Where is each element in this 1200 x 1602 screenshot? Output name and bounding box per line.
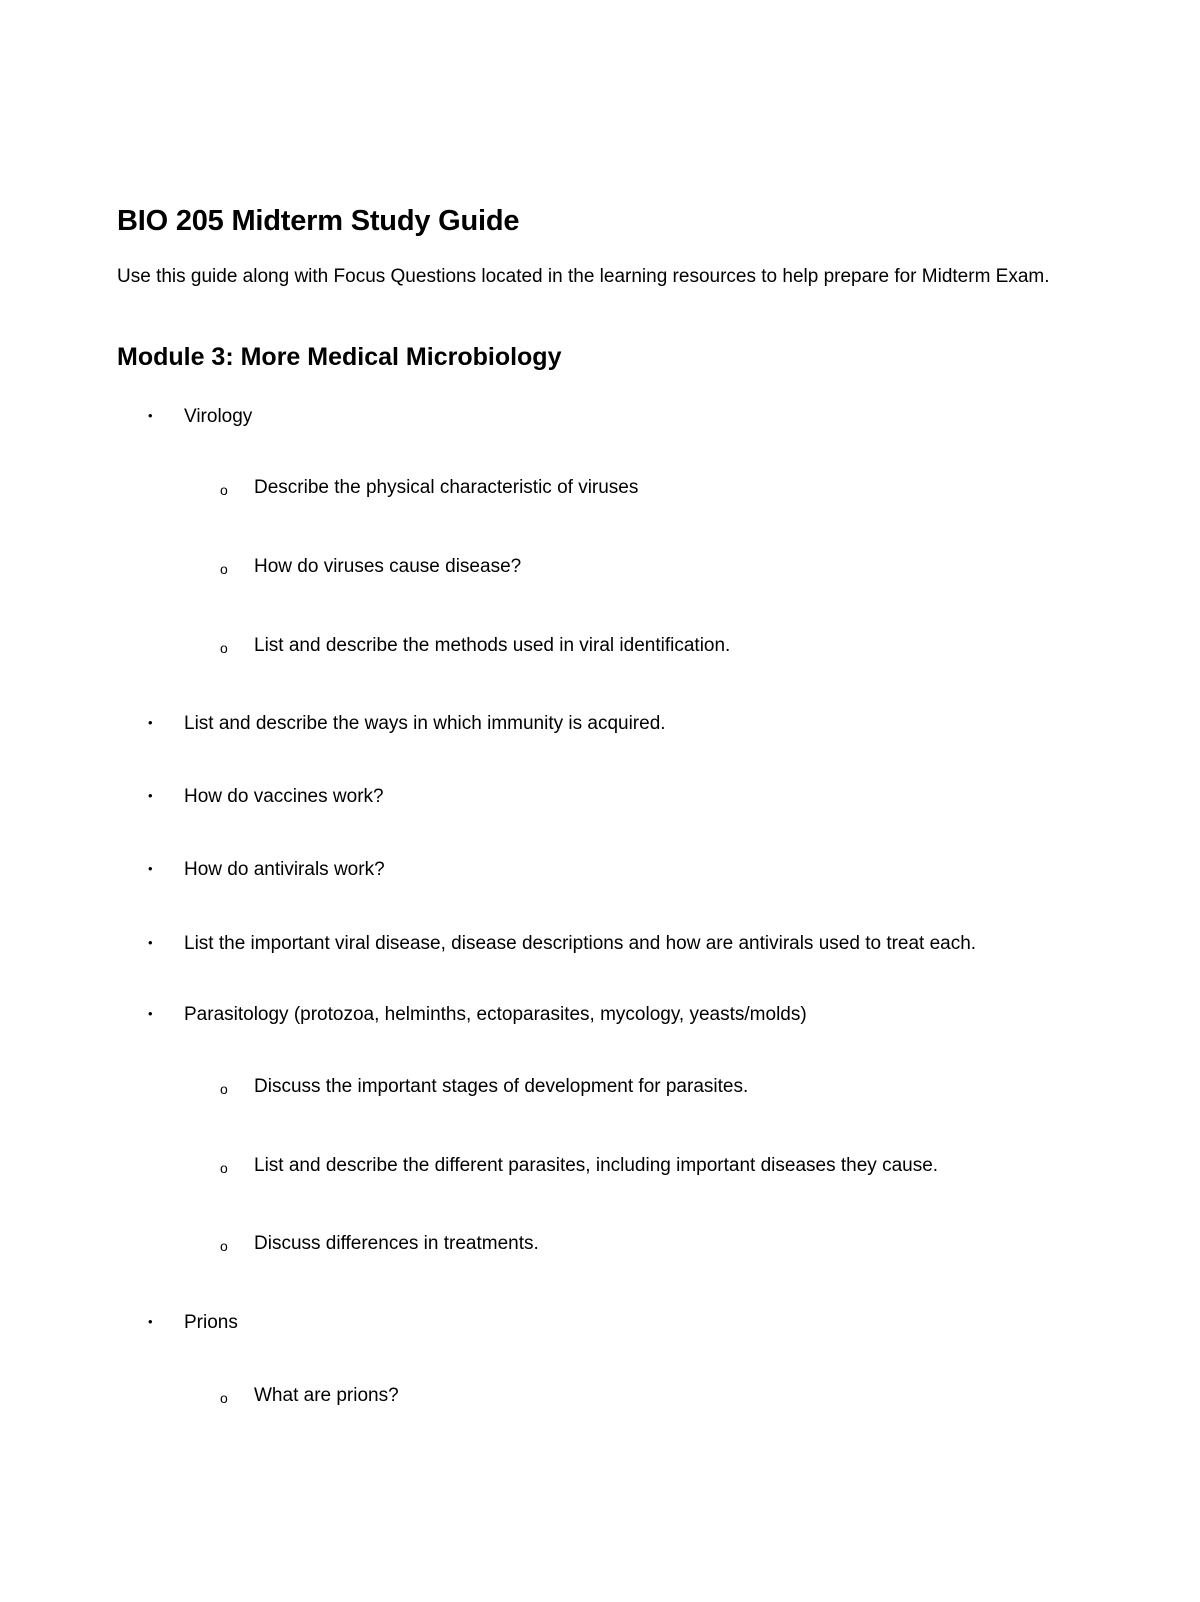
list-item-text: How do viruses cause disease? [254, 556, 522, 577]
sub-bullet-icon: o [220, 1390, 228, 1406]
list-item [148, 1310, 238, 1335]
sub-bullet-icon: o [220, 482, 228, 498]
list-item-text: Describe the physical characteristic of viruses [254, 477, 639, 498]
sub-list-item [220, 634, 730, 660]
list-item-text: List and describe the methods used in viral identification. [254, 635, 731, 656]
list-item [148, 711, 666, 736]
list-item [148, 404, 252, 429]
sub-bullet-icon: o [220, 1238, 228, 1254]
document-title: BIO 205 Midterm Study Guide [117, 205, 520, 237]
list-item [148, 857, 385, 882]
bullet-icon: • [148, 935, 153, 950]
sub-bullet-icon: o [220, 1160, 228, 1176]
bullet-icon: • [148, 1314, 153, 1329]
sub-list-item [220, 1384, 399, 1410]
sub-list-item [220, 1232, 539, 1258]
list-item-text: List the important viral disease, disease descriptions and how are antivirals used to treat each. [184, 933, 977, 954]
sub-list-item [220, 555, 521, 581]
bullet-icon: • [148, 408, 153, 423]
sub-list-item [220, 476, 638, 502]
list-item-text: Prions [184, 1312, 238, 1333]
module-heading: Module 3: More Medical Microbiology [117, 343, 562, 371]
list-item-text: Virology [184, 406, 253, 427]
list-item-text: Parasitology (protozoa, helminths, ectoparasites, mycology, yeasts/molds) [184, 1004, 807, 1025]
sub-bullet-icon: o [220, 561, 228, 577]
sub-list-item [220, 1154, 938, 1180]
list-item [148, 931, 976, 956]
list-item-text: How do vaccines work? [184, 786, 384, 807]
list-item-text: List and describe the ways in which immunity is acquired. [184, 713, 666, 734]
bullet-icon: • [148, 861, 153, 876]
list-item [148, 784, 384, 809]
list-item [148, 1002, 807, 1027]
bullet-icon: • [148, 715, 153, 730]
sub-bullet-icon: o [220, 1081, 228, 1097]
bullet-icon: • [148, 788, 153, 803]
sub-list-item [220, 1075, 748, 1101]
list-item-text: Discuss the important stages of development for parasites. [254, 1076, 749, 1097]
sub-bullet-icon: o [220, 640, 228, 656]
list-item-text: Discuss differences in treatments. [254, 1233, 539, 1254]
list-item-text: How do antivirals work? [184, 859, 385, 880]
list-item-text: List and describe the different parasites, including important diseases they cause. [254, 1155, 939, 1176]
bullet-icon: • [148, 1006, 153, 1021]
list-item-text: What are prions? [254, 1385, 399, 1406]
intro-paragraph: Use this guide along with Focus Questions located in the learning resources to help prepare for Midterm Exam. [117, 266, 1050, 287]
